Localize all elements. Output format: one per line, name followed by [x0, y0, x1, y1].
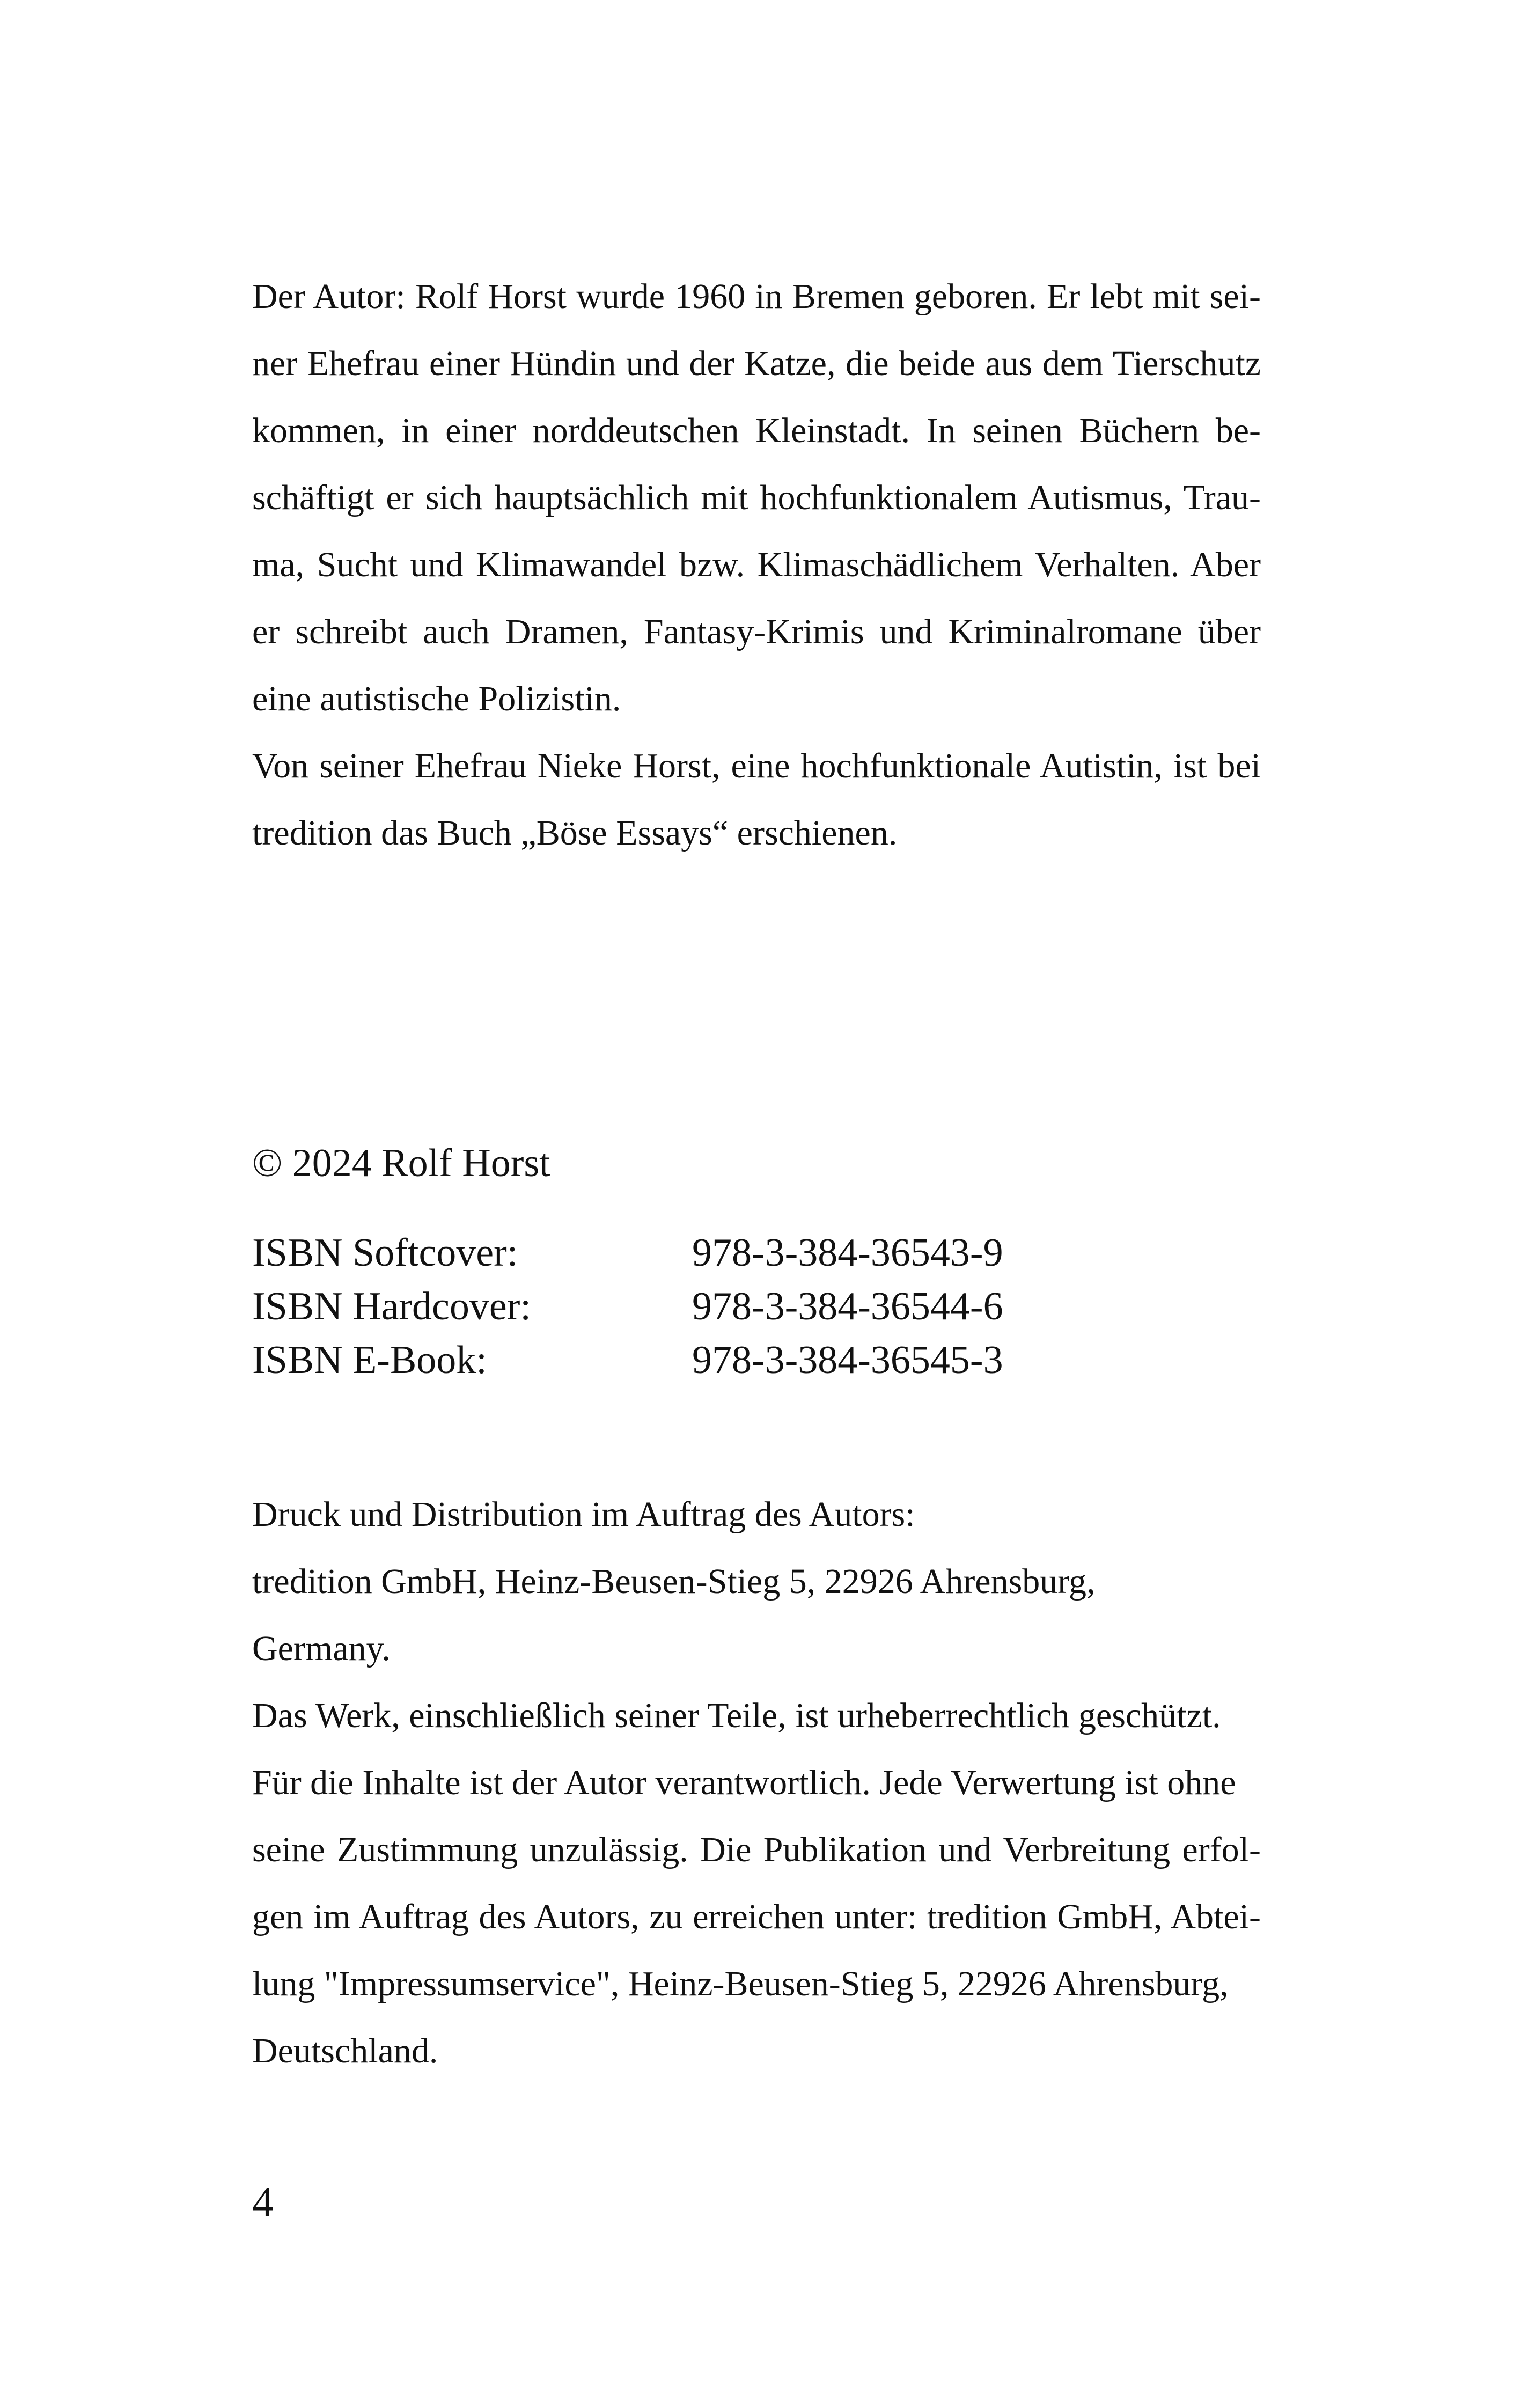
isbn-value: 978-3-384-36543-9 — [692, 1231, 1003, 1275]
isbn-label: ISBN Hardcover: — [252, 1284, 531, 1328]
isbn-value: 978-3-384-36544-6 — [692, 1284, 1003, 1328]
imprint-notice — [252, 1481, 1261, 2084]
imprint-line: Druck und Distribution im Auftrag des Autors: — [252, 1495, 915, 1534]
bio-line: Der Autor: Rolf Horst wurde 1960 in Bremen geboren. Er lebt mit sei- — [252, 277, 1261, 316]
imprint-line: seine Zustimmung unzulässig. Die Publikation und Verbreitung erfol- — [252, 1830, 1261, 1869]
copyright-notice: © 2024 Rolf Horst — [252, 1141, 550, 1185]
bio-line: ma, Sucht und Klimawandel bzw. Klimaschädlichem Verhalten. Aber — [252, 545, 1261, 584]
imprint-line: Germany. — [252, 1629, 391, 1668]
isbn-label: ISBN E-Book: — [252, 1338, 487, 1382]
isbn-value: 978-3-384-36545-3 — [692, 1338, 1003, 1382]
isbn-label: ISBN Softcover: — [252, 1231, 518, 1275]
bio-line: schäftigt er sich hauptsächlich mit hochfunktionalem Autismus, Trau- — [252, 478, 1261, 517]
isbn-list — [252, 1226, 1261, 1387]
bio-line: kommen, in einer norddeutschen Kleinstadt. In seinen Büchern be- — [252, 411, 1261, 450]
bio-line: eine autistische Polizistin. — [252, 679, 621, 718]
imprint-line: Deutschland. — [252, 2031, 438, 2071]
bio-line: tredition das Buch „Böse Essays“ erschienen. — [252, 813, 898, 853]
imprint-line: Für die Inhalte ist der Autor verantwortlich. Jede Verwertung ist ohne — [252, 1763, 1236, 1802]
imprint-line: tredition GmbH, Heinz-Beusen-Stieg 5, 22926 Ahrensburg, — [252, 1562, 1096, 1601]
isbn-row — [252, 1280, 1261, 1333]
bio-line: er schreibt auch Dramen, Fantasy-Krimis und Kriminalromane über — [252, 612, 1261, 651]
bio-line: ner Ehefrau einer Hündin und der Katze, die beide aus dem Tierschutz — [252, 344, 1261, 383]
isbn-row — [252, 1333, 1261, 1387]
page-number: 4 — [252, 2179, 274, 2226]
isbn-row — [252, 1226, 1261, 1280]
imprint-line: lung "Impressumservice", Heinz-Beusen-Stieg 5, 22926 Ahrensburg, — [252, 1964, 1229, 2003]
author-bio — [252, 263, 1261, 867]
imprint-line: gen im Auftrag des Autors, zu erreichen unter: tredition GmbH, Abtei- — [252, 1897, 1261, 1936]
imprint-line: Das Werk, einschließlich seiner Teile, ist urheberrechtlich geschützt. — [252, 1696, 1221, 1735]
bio-line: Von seiner Ehefrau Nieke Horst, eine hochfunktionale Autistin, ist bei — [252, 746, 1261, 785]
